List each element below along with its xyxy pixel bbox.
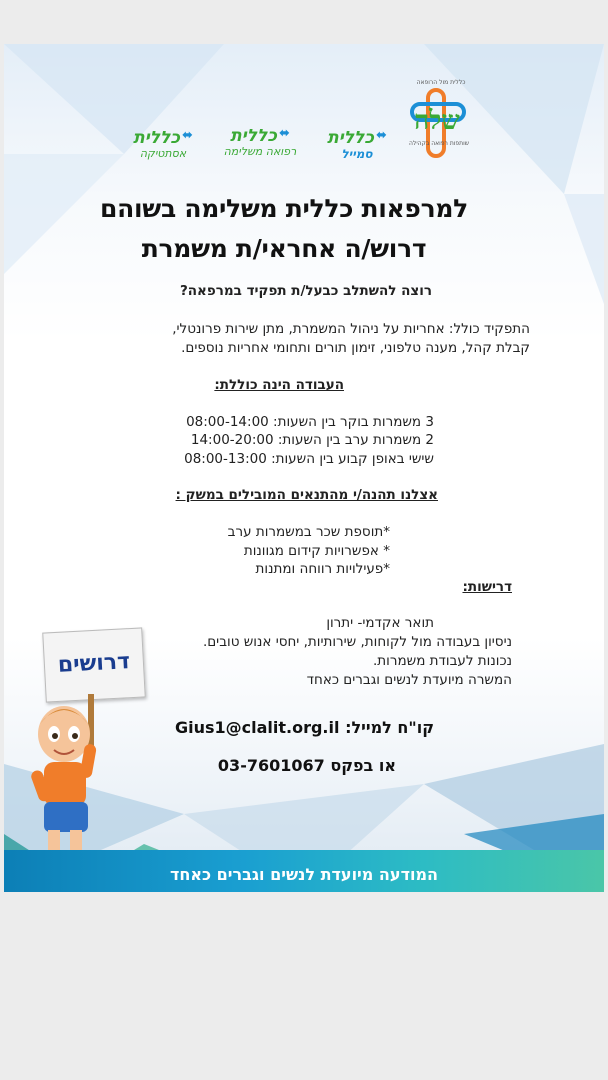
shela-logo: כללית מול הרופאה שלה שותפות רפואה בקהילה xyxy=(404,88,474,172)
clalit-complete-medicine-logo: ⬌כללית רפואה משלימה xyxy=(223,126,297,158)
benefits-heading: אצלנו תהנה/י מהתנאים המובילים במשק : xyxy=(175,487,438,503)
fax-contact xyxy=(218,756,396,775)
headline-line-2: דרוש/ה אחראי/ת משמרת xyxy=(141,234,427,263)
email-address[interactable]: Gius1@clalit.org.il xyxy=(174,718,340,737)
footer-text: המודעה מיועדת לנשים וגברים כאחד xyxy=(169,865,439,884)
work-includes-heading: העבודה הינה כוללת: xyxy=(214,377,344,393)
requirements-heading: דרישות: xyxy=(462,579,512,595)
email-label: קו"ח למייל: xyxy=(345,718,434,737)
question-text: רוצה להשתלב כבעל/ת תפקיד במרפאה? xyxy=(179,283,432,299)
brand-logos xyxy=(4,92,604,182)
role-description-line-1: התפקיד כולל: אחריות על ניהול המשמרת, מתן שירות פרונטלי, xyxy=(172,321,530,337)
clalit-mark-icon: ⬌ xyxy=(278,126,290,141)
wanted-sign: דרושים xyxy=(42,627,146,702)
work-shift-item: שישי באופן קבוע בין השעות: 08:00-13:00 xyxy=(184,451,434,467)
email-contact xyxy=(175,718,434,737)
benefit-item: * אפשרויות קידום מגוונות xyxy=(243,543,390,559)
role-description-line-2: קבלת קהל, מענה טלפוני, זימון תורים ותחומי אחריות נוספים. xyxy=(181,340,530,356)
clalit-aesthetics-logo: ⬌כללית אסתטיקה xyxy=(133,128,193,160)
headline-line-1: למרפאות כללית משלימה בשוהם xyxy=(100,194,468,223)
requirement-item: נכונות לעבודת משמרות. xyxy=(373,653,512,669)
clalit-smile-logo: ⬌כללית סמייל xyxy=(327,128,387,161)
requirement-item: המשרה מיועדת לנשים וגברים כאחד xyxy=(306,672,512,688)
work-shift-item: 2 משמרות ערב בין השעות: 14:00-20:00 xyxy=(190,432,434,448)
requirement-item: תואר אקדמי- יתרון xyxy=(326,615,434,631)
benefit-item: *פעילויות רווחה ומתנות xyxy=(255,561,390,577)
fax-label: או בפקס xyxy=(330,756,396,775)
work-shift-item: 3 משמרות בוקר בין השעות: 08:00-14:00 xyxy=(186,414,434,430)
clalit-mark-icon: ⬌ xyxy=(181,128,193,143)
fax-number: 03-7601067 xyxy=(217,756,325,775)
clalit-mark-icon: ⬌ xyxy=(375,128,387,143)
requirement-item: ניסיון בעבודה מול לקוחות, שירותיות, יחסי אנוש טובים. xyxy=(202,634,512,650)
benefit-item: *תוספת שכר במשמרות ערב xyxy=(227,524,390,540)
job-flyer xyxy=(4,44,604,892)
